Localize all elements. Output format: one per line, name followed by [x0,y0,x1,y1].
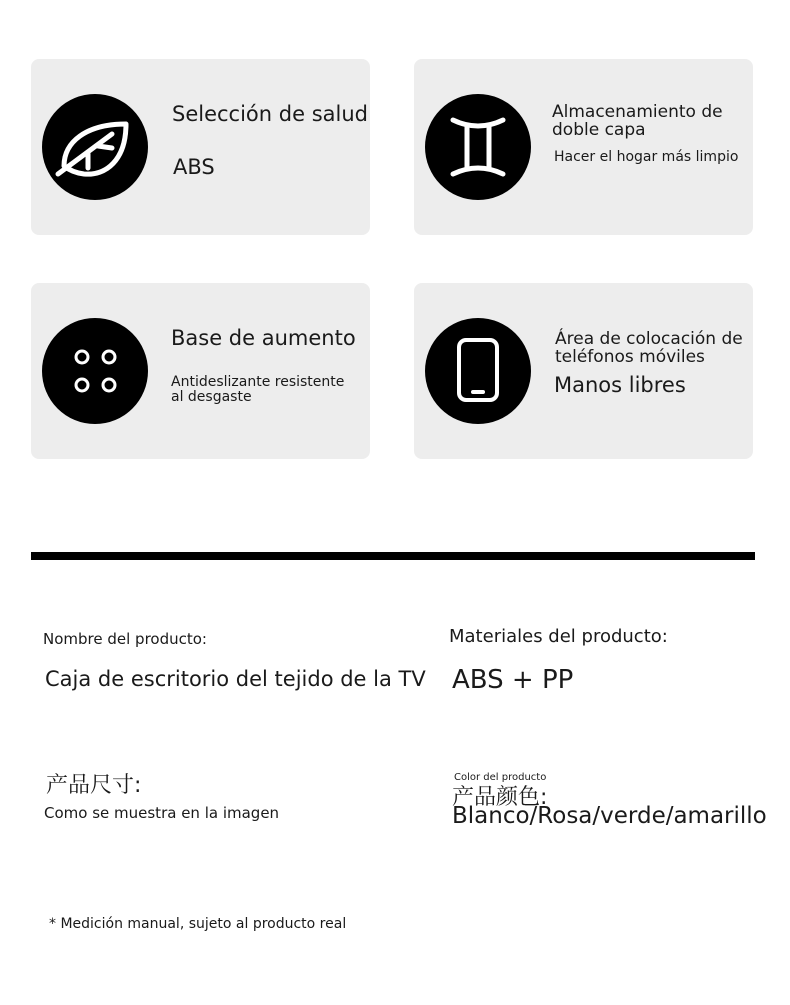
divider [31,552,755,560]
material-label: Materiales del producto: [449,626,668,647]
feature-title: Selección de salud [172,102,368,126]
feature-title: Almacenamiento de doble capa [552,102,723,140]
leaf-icon [42,94,148,200]
feature-card-health [31,59,370,235]
feature-card-phone [414,283,753,459]
feature-card-base [31,283,370,459]
color-value: Blanco/Rosa/verde/amarillo [452,803,767,829]
four-dots-icon [42,318,148,424]
size-label: 产品尺寸: [46,773,142,798]
color-label-cn: 产品颜色: [452,785,548,810]
color-label: Color del producto [454,772,547,783]
phone-icon [425,318,531,424]
feature-subtitle: ABS [173,155,215,179]
feature-card-storage [414,59,753,235]
feature-subtitle: Hacer el hogar más limpio [554,149,739,165]
feature-title: Área de colocación de teléfonos móviles [555,329,743,367]
feature-subtitle: Antideslizante resistente al desgaste [171,374,345,405]
material-value: ABS + PP [452,665,574,695]
size-value: Como se muestra en la imagen [44,804,280,822]
footnote: * Medición manual, sujeto al producto real [49,916,347,932]
product-name-value: Caja de escritorio del tejido de la TV [45,667,426,691]
product-name-label: Nombre del producto: [43,630,207,648]
feature-subtitle: Manos libres [554,373,686,397]
gemini-icon [425,94,531,200]
feature-title: Base de aumento [171,326,356,350]
